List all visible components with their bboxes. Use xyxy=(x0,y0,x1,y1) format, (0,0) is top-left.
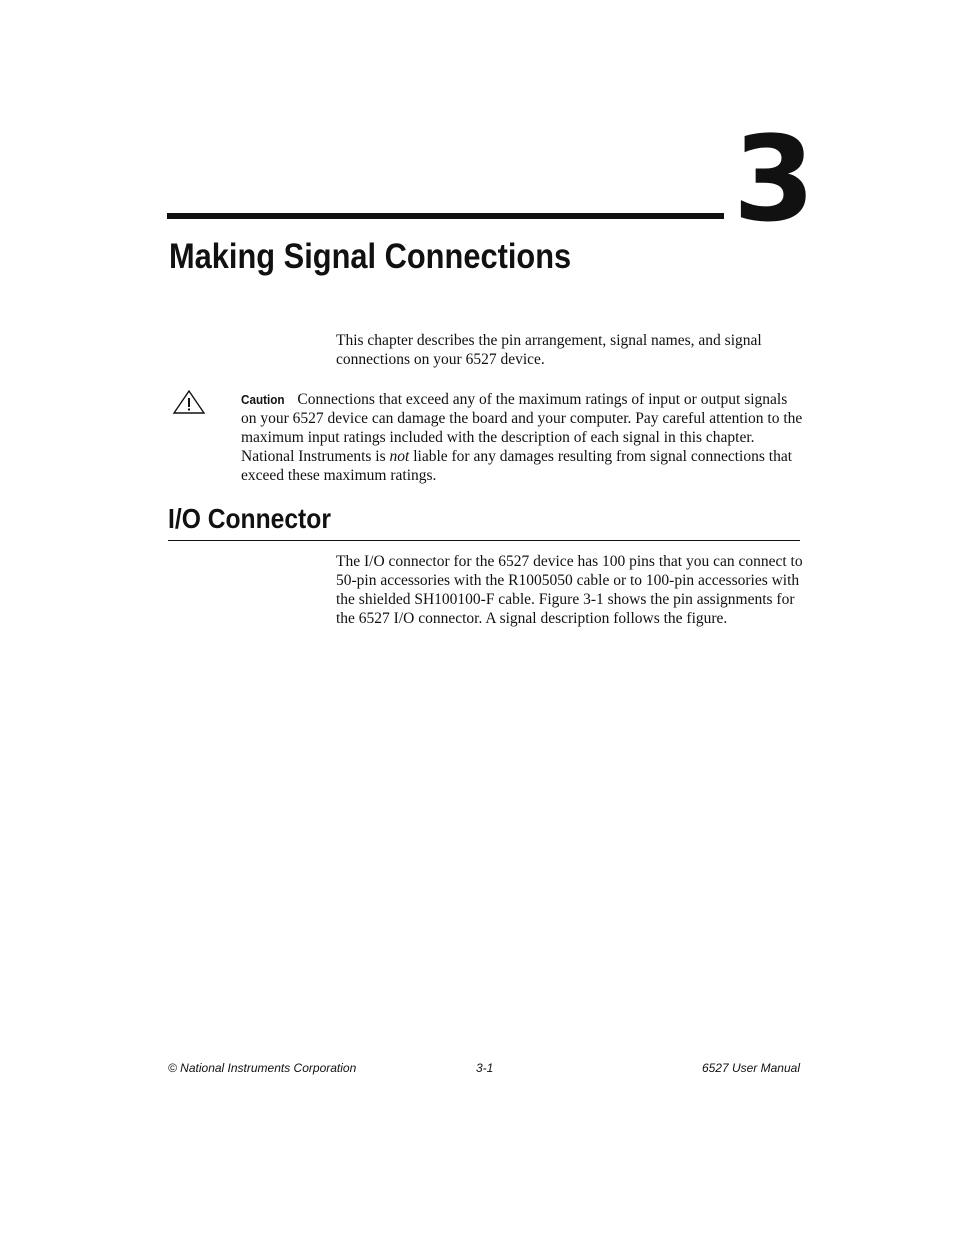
chapter-rule xyxy=(167,213,724,219)
caution-text-part1: Connections that exceed any of the maximum ratings of input or output signals on your 6527 device can damage the board and your computer. Pay careful attention to the maximum input ratings included with the description of each signal in this chapter. National Instruments is xyxy=(241,391,803,465)
footer-copyright: © National Instruments Corporation xyxy=(168,1061,357,1075)
intro-paragraph: This chapter describes the pin arrangement, signal names, and signal connections on your 6527 device. xyxy=(336,332,762,368)
footer-manual-title: 6527 User Manual xyxy=(701,1061,800,1075)
caution-emphasis: not xyxy=(389,448,410,465)
caution-text-part2: liable for any damages resulting from signal connections that exceed these maximum ratings. xyxy=(241,448,792,484)
chapter-number: 3 xyxy=(733,110,814,248)
footer-page-number: 3-1 xyxy=(476,1061,494,1075)
section-rule xyxy=(168,540,800,541)
chapter-title: Making Signal Connections xyxy=(169,237,572,276)
section-body: The I/O connector for the 6527 device has 100 pins that you can connect to 50-pin accessories with the R1005050 cable or to 100-pin accessories with the shielded SH100100-F cable. Figure 3-1 shows the pin assignments for the 6527 I/O connector. A signal description follows the figure. xyxy=(336,553,803,627)
warning-triangle-icon xyxy=(172,389,206,415)
caution-note xyxy=(241,390,803,485)
caution-label: Caution xyxy=(241,392,285,407)
section-title: I/O Connector xyxy=(168,503,331,534)
